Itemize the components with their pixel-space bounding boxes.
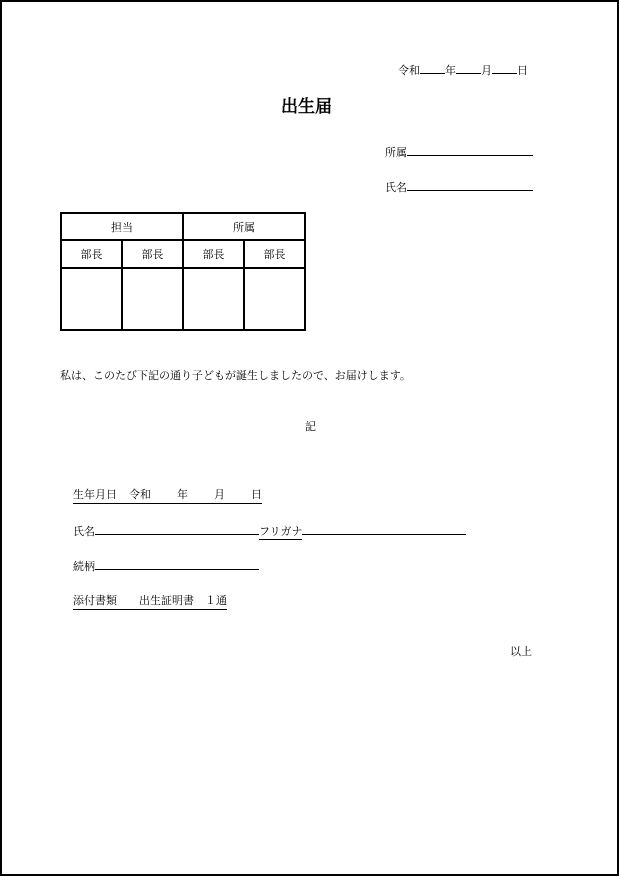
date-day-label: 日 — [517, 64, 528, 77]
relation-field — [73, 558, 259, 574]
date-year-label: 年 — [445, 64, 456, 77]
approval-role-1: 部長 — [61, 240, 122, 268]
body-text: 私は、このたび下記の通り子どもが誕生しましたので、お届けします。 — [60, 369, 411, 382]
attachments-value: 出生証明書 １通 — [139, 594, 227, 607]
approval-role-3: 部長 — [183, 240, 244, 268]
ki-heading: 記 — [305, 420, 316, 433]
birth-year-label: 年 — [177, 488, 188, 501]
birth-era: 令和 — [129, 488, 151, 501]
affiliation-blank — [407, 144, 533, 156]
closing-text: 以上 — [510, 645, 532, 658]
approval-role-4: 部長 — [244, 240, 305, 268]
birth-date-field — [73, 488, 262, 504]
affiliation-label: 所属 — [385, 146, 407, 159]
attachments-label: 添付書類 — [73, 594, 117, 607]
date-line — [398, 62, 528, 78]
child-name-blank — [95, 523, 259, 535]
stamp-box-3[interactable] — [183, 268, 244, 330]
page-title: 出生届 — [281, 97, 332, 117]
stamp-box-4[interactable] — [244, 268, 305, 330]
date-year-blank — [420, 62, 445, 74]
attachments-field — [73, 594, 227, 610]
child-name-field — [73, 523, 466, 539]
date-day-blank — [492, 62, 517, 74]
name-label: 氏名 — [385, 181, 407, 194]
birth-day-label: 日 — [251, 488, 262, 501]
approval-group-shozoku: 所属 — [183, 213, 305, 240]
approval-table — [60, 212, 306, 331]
stamp-box-2[interactable] — [122, 268, 183, 330]
stamp-box-1[interactable] — [61, 268, 122, 330]
birth-month-label: 月 — [214, 488, 225, 501]
name-blank — [407, 179, 533, 191]
affiliation-field — [385, 144, 533, 160]
furigana-blank — [302, 523, 466, 535]
child-name-label: 氏名 — [73, 525, 95, 538]
name-field — [385, 179, 533, 195]
approval-group-tanto: 担当 — [61, 213, 183, 240]
approval-role-2: 部長 — [122, 240, 183, 268]
relation-label: 続柄 — [73, 560, 95, 573]
date-month-label: 月 — [481, 64, 492, 77]
relation-blank — [95, 558, 259, 570]
date-month-blank — [456, 62, 481, 74]
date-era: 令和 — [398, 64, 420, 77]
birth-date-label: 生年月日 — [73, 488, 117, 501]
furigana-label: フリガナ — [259, 525, 303, 538]
